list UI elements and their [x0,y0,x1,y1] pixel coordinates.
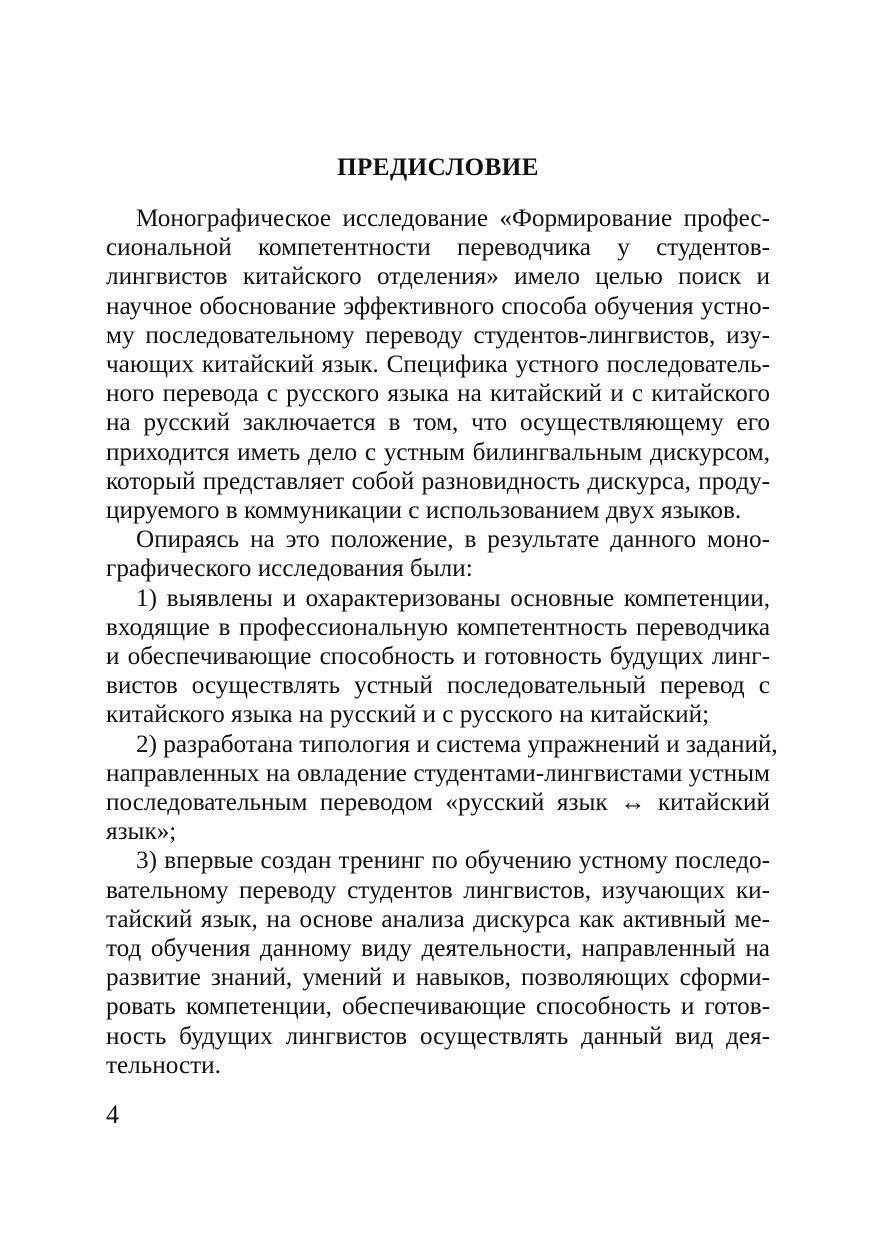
text-line: Монографическое исследование «Формирование профес- [136,205,770,232]
text-line: 2) разработана типология и система упражнений и заданий, [136,730,778,758]
text-line: ного перевода с русского языка на китайский и с китайского [106,380,770,408]
text-line: ность будущих лингвистов осуществлять данный вид дея- [106,1022,770,1050]
text-line: тельности. [106,1051,221,1079]
text-line: му последовательному переводу студентов-лингвистов, изу- [106,321,770,349]
text-line: цируемого в коммуникации с использованием двух языков. [106,497,742,525]
list-item-1 [106,584,770,730]
text-line: входящие в профессиональную компетентность переводчика [106,613,770,641]
text-line: последовательным переводом «русский язык ↔ китайский [106,789,770,817]
text-line: научное обоснование эффективного способа обучения устно- [106,292,770,320]
page-title: ПРЕДИСЛОВИЕ [337,154,539,181]
paragraph-results-lead [106,525,770,583]
text-line: лингвистов китайского отделения» имело целью поиск и [106,263,770,291]
text-line: китайского языка на русский и с русского на китайский; [106,701,710,729]
text-line: сиональной компетентности переводчика у студентов- [106,234,770,262]
text-line: Опираясь на это положение, в результате данного моно- [136,526,770,554]
text-line: тайский язык, на основе анализа дискурса как активный ме- [106,905,770,933]
list-item-2 [106,730,778,847]
text-line: 3) впервые создан тренинг по обучению устному последо- [136,847,770,875]
text-line: графического исследования были: [106,555,473,583]
body-text [106,204,778,1080]
text-line: и обеспечивающие способность и готовность будущих линг- [106,643,770,671]
text-line: язык»; [106,818,177,846]
text-line: на русский заключается в том, что осуществляющему его [106,409,770,437]
text-line: чающих китайский язык. Специфика устного последователь- [106,351,770,379]
text-line: тод обучения данному виду деятельности, направленный на [106,935,770,963]
text-line: приходится иметь дело с устным билингвальным дискурсом, [106,438,770,466]
paragraph-intro [106,204,770,525]
page-number: 4 [106,1100,119,1129]
list-item-3 [106,846,770,1080]
text-line: направленных на овладение студентами-лингвистами устным [106,759,770,787]
text-line: развитие знаний, умений и навыков, позволяющих сформи- [106,964,770,992]
text-line: вистов осуществлять устный последовательный перевод с [106,672,770,700]
text-line: 1) выявлены и охарактеризованы основные компетенции, [136,584,770,612]
text-line: вательному переводу студентов лингвистов, изучающих ки- [106,876,770,904]
text-line: ровать компетенции, обеспечивающие способность и готов- [106,993,770,1021]
text-line: который представляет собой разновидность дискурса, проду- [106,467,770,495]
